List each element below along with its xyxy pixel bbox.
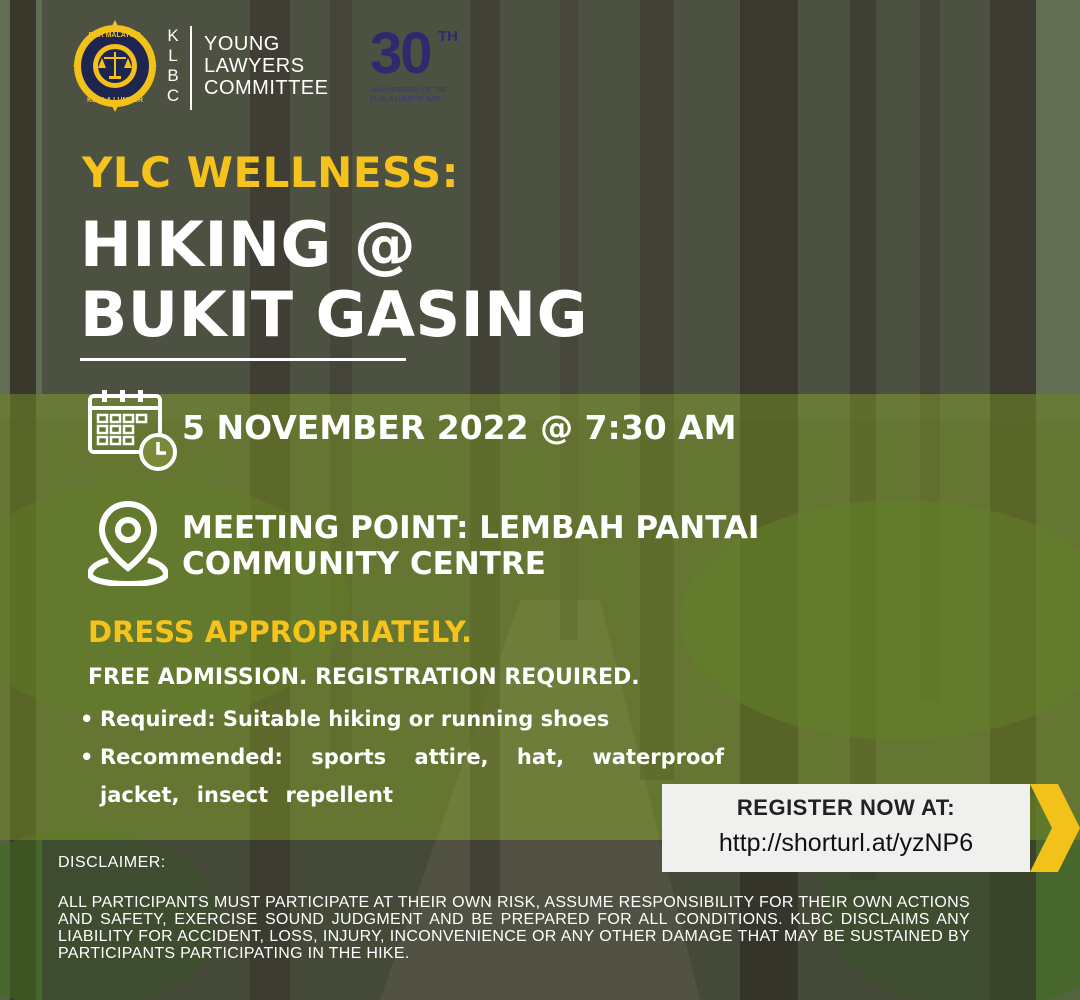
committee-line: COMMITTEE: [204, 77, 329, 99]
requirement-text: Required: Suitable hiking or running shoes: [100, 707, 610, 731]
event-kicker: YLC WELLNESS:: [82, 148, 459, 197]
emblem-top-text: BAR MALAYSIA: [88, 32, 142, 39]
location-pin-icon: [88, 500, 168, 586]
requirement-text: Recommended: sports attire, hat, waterproof jacket, insect repellent: [100, 745, 724, 807]
klbc-vertical-logo: [164, 26, 182, 106]
anniversary-logo: [370, 22, 462, 114]
committee-line: YOUNG: [204, 33, 280, 55]
chevron-right-icon: [1030, 784, 1080, 872]
list-item: [78, 738, 724, 814]
logo-divider: [190, 26, 192, 110]
requirements-list: [78, 700, 738, 814]
admission-notice: FREE ADMISSION. REGISTRATION REQUIRED.: [88, 665, 640, 690]
klbc-letter: C: [166, 86, 180, 105]
klbc-letter: L: [168, 46, 178, 65]
anniversary-subtitle: ANNIVERSARY OF THE KUALA LUMPUR BAR: [370, 87, 448, 103]
klbc-letter: K: [167, 26, 179, 45]
anniversary-number: 30: [370, 21, 431, 86]
calendar-clock-icon: [86, 388, 180, 474]
klbc-letter: B: [167, 66, 179, 85]
dress-code-notice: DRESS APPROPRIATELY.: [88, 615, 473, 649]
register-link[interactable]: http://shorturl.at/yzNP6: [718, 829, 974, 857]
meeting-point-line2: COMMUNITY CENTRE: [182, 546, 546, 582]
register-label: REGISTER NOW AT:: [736, 795, 956, 820]
disclaimer-label: DISCLAIMER:: [58, 854, 166, 871]
committee-line: LAWYERS: [204, 55, 305, 77]
committee-name: [204, 33, 329, 99]
event-title-line2: BUKIT GASING: [80, 278, 588, 351]
event-title-line1: HIKING @: [80, 208, 417, 281]
emblem-bottom-text: KUALA LUMPUR: [86, 97, 144, 104]
anniversary-suffix: TH: [438, 28, 458, 45]
meeting-point-line1: MEETING POINT: LEMBAH PANTAI: [182, 510, 760, 546]
event-date-time: 5 NOVEMBER 2022 @ 7:30 AM: [182, 408, 737, 447]
bar-malaysia-emblem-icon: [72, 18, 158, 114]
title-underline: [80, 358, 406, 361]
list-item: [78, 700, 738, 738]
disclaimer-text: ALL PARTICIPANTS MUST PARTICIPATE AT THEIR OWN RISK, ASSUME RESPONSIBILITY FOR THEIR OWN ACTIONS AND SAFETY, EXERCISE SOUND JUDGMENT AND BE PREPARED FOR ALL CONDITIONS. KLBC DISCLAIMS ANY LIABILITY FOR ACCIDENT, LOSS, INJURY, INCONVENIENCE OR ANY OTHER DAMAGE THAT MAY BE SUSTAINED BY PARTICIPANTS PARTICIPATING IN THE HIKE.: [58, 894, 970, 962]
